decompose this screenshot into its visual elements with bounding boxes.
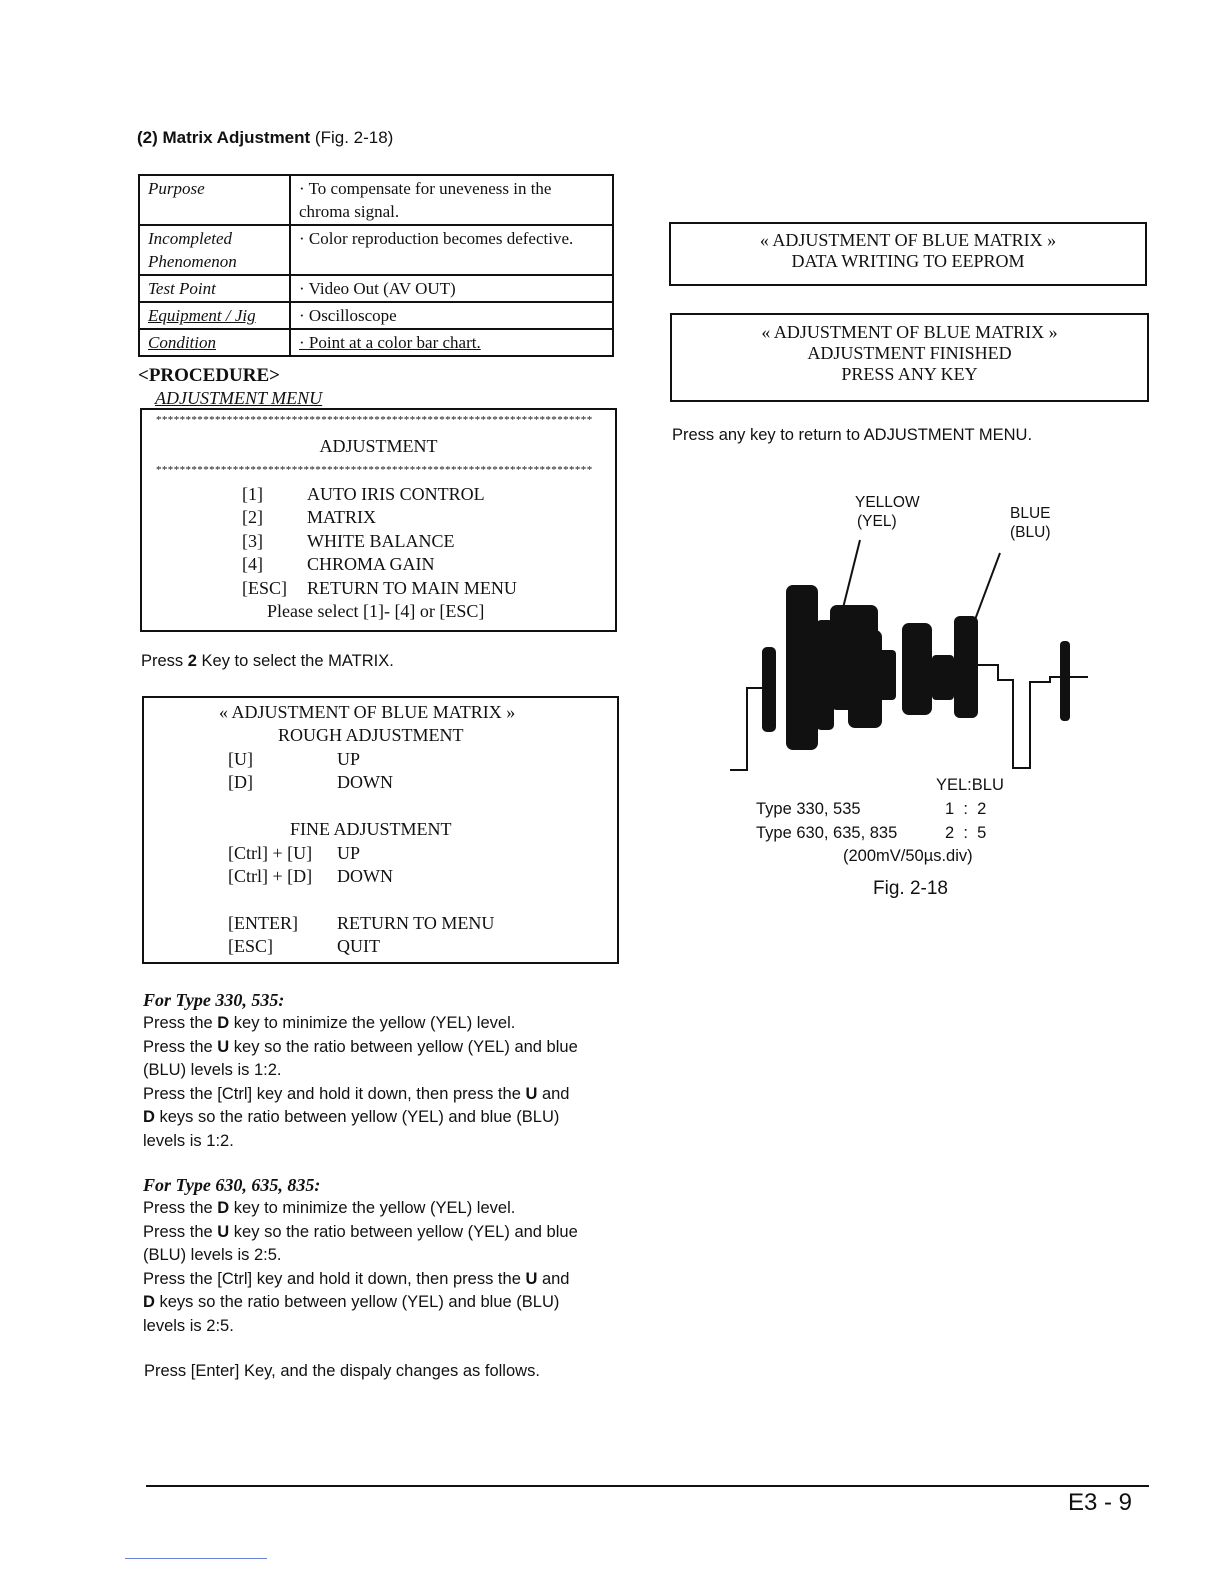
blue-matrix-box — [142, 696, 619, 964]
spec-key: Equipment / Jig — [139, 302, 290, 329]
type-630-instructions — [143, 1197, 623, 1338]
action-label: UP — [337, 749, 361, 769]
action-label: RETURN TO MENU — [337, 913, 495, 933]
note-text: Key to select the MATRIX. — [196, 652, 394, 670]
box-line: « ADJUSTMENT OF BLUE MATRIX » — [761, 322, 1058, 342]
spec-key: Condition — [139, 329, 290, 356]
figure-caption: Fig. 2-18 — [873, 878, 948, 899]
figure-reference: (Fig. 2-18) — [314, 128, 394, 147]
waveform-diagram — [720, 530, 1100, 780]
spec-value: · Oscilloscope — [290, 302, 613, 329]
yellow-abbr: (YEL) — [857, 513, 897, 530]
type-330-heading: For Type 330, 535: — [143, 990, 285, 1010]
waveform-burst — [1060, 641, 1070, 721]
fine-heading: FINE ADJUSTMENT — [290, 819, 452, 839]
key-label: [ENTER] — [228, 913, 298, 933]
instruction-line: levels is 1:2. — [143, 1131, 234, 1150]
menu-item-label: WHITE BALANCE — [307, 531, 455, 551]
section-title: Matrix Adjustment — [162, 128, 311, 147]
eeprom-box — [669, 222, 1147, 286]
instruction-line: (BLU) levels is 1:2. — [143, 1061, 282, 1079]
type-row-label: Type 330, 535 — [756, 800, 861, 818]
key-label: [Ctrl] + [U] — [228, 843, 313, 863]
type-630-heading: For Type 630, 635, 835: — [143, 1175, 321, 1195]
menu-item-label: AUTO IRIS CONTROL — [307, 484, 485, 504]
menu-prompt: Please select [1]- [4] or [ESC] — [267, 601, 485, 621]
instruction-line: D keys so the ratio between yellow (YEL) and blue (BLU) — [143, 1293, 560, 1311]
menu-item-label: RETURN TO MAIN MENU — [307, 578, 517, 598]
box-line: « ADJUSTMENT OF BLUE MATRIX » — [759, 230, 1057, 250]
note-text: Press — [141, 652, 188, 670]
yellow-label: YELLOW — [855, 494, 920, 511]
type-330-instructions — [143, 1012, 623, 1153]
spec-key: Purpose — [139, 175, 290, 225]
blue-label: BLUE — [1010, 505, 1051, 522]
stars-divider: ************************************************************************** — [156, 464, 593, 476]
type-row-label: Type 630, 635, 835 — [756, 824, 898, 842]
menu-key: [4] — [242, 554, 263, 574]
box-line: ADJUSTMENT FINISHED — [807, 343, 1012, 363]
table-row — [139, 275, 613, 302]
menu-key: [ESC] — [242, 578, 287, 598]
waveform-burst — [954, 616, 978, 718]
instruction-line: Press the [Ctrl] key and hold it down, then press the U and — [143, 1269, 570, 1288]
box-title: « ADJUSTMENT OF BLUE MATRIX » — [219, 702, 516, 722]
note-key: 2 — [187, 652, 197, 670]
instruction-line: Press the D key to minimize the yellow (YEL) level. — [143, 1199, 516, 1217]
action-label: QUIT — [337, 936, 380, 956]
instruction-line: Press the U key so the ratio between yellow (YEL) and blue — [143, 1037, 578, 1056]
spec-value: · Video Out (AV OUT) — [290, 275, 613, 302]
finished-box — [670, 313, 1149, 402]
waveform-burst — [932, 655, 954, 700]
return-note: Press any key to return to ADJUSTMENT MENU. — [672, 426, 1033, 444]
blue-pointer — [973, 553, 1000, 625]
waveform-burst — [878, 650, 896, 700]
section-number: (2) — [137, 128, 158, 147]
table-row — [139, 302, 613, 329]
instruction-line: levels is 2:5. — [143, 1316, 234, 1335]
section-heading — [137, 128, 393, 148]
spec-value: · To compensate for uneveness in the chroma signal. — [290, 175, 613, 225]
waveform-burst — [762, 647, 776, 732]
table-row — [139, 329, 613, 356]
enter-note: Press [Enter] Key, and the dispaly changes as follows. — [144, 1362, 540, 1380]
type-row-ratio: 1 : 2 — [945, 800, 987, 818]
menu-key: [2] — [242, 507, 263, 527]
waveform-burst — [786, 585, 818, 750]
menu-key: [3] — [242, 531, 263, 551]
blue-abbr: (BLU) — [1010, 524, 1051, 541]
key-label: [Ctrl] + [D] — [228, 866, 313, 886]
table-row — [139, 225, 613, 275]
key-label: [D] — [228, 772, 253, 792]
instruction-line: Press the D key to minimize the yellow (YEL) level. — [143, 1014, 516, 1032]
menu-key: [1] — [242, 484, 263, 504]
spec-table — [138, 174, 614, 357]
action-label: UP — [337, 843, 361, 863]
press-2-note — [141, 652, 394, 671]
instruction-line: D keys so the ratio between yellow (YEL) and blue (BLU) — [143, 1108, 560, 1126]
scale-label: (200mV/50µs.div) — [843, 847, 973, 865]
box-line: PRESS ANY KEY — [841, 364, 978, 384]
key-label: [U] — [228, 749, 253, 769]
spec-key: Incompleted Phenomenon — [139, 225, 290, 275]
stars-divider: ************************************************************************** — [156, 414, 593, 426]
instruction-line: Press the U key so the ratio between yellow (YEL) and blue — [143, 1222, 578, 1241]
spec-value: · Color reproduction becomes defective. — [290, 225, 613, 275]
footer-rule — [146, 1485, 1149, 1487]
menu-caption: ADJUSTMENT MENU — [155, 388, 323, 408]
menu-title: ADJUSTMENT — [319, 436, 438, 456]
instruction-line: Press the [Ctrl] key and hold it down, then press the U and — [143, 1084, 570, 1103]
bottom-edge-line — [125, 1558, 267, 1559]
key-label: [ESC] — [228, 936, 273, 956]
box-line: DATA WRITING TO EEPROM — [791, 251, 1025, 271]
waveform-trace — [730, 688, 765, 770]
spec-value: · Point at a color bar chart. — [290, 329, 613, 356]
type-row-ratio: 2 : 5 — [945, 824, 987, 842]
procedure-heading: <PROCEDURE> — [138, 365, 280, 386]
instruction-line: (BLU) levels is 2:5. — [143, 1246, 282, 1264]
action-label: DOWN — [337, 772, 393, 792]
adjustment-menu-box — [140, 408, 617, 632]
menu-item-label: CHROMA GAIN — [307, 554, 435, 574]
rough-heading: ROUGH ADJUSTMENT — [278, 725, 464, 745]
table-row — [139, 175, 613, 225]
action-label: DOWN — [337, 866, 393, 886]
spec-key: Test Point — [139, 275, 290, 302]
ratio-header: YEL:BLU — [936, 776, 1004, 794]
page-number: E3 - 9 — [1068, 1489, 1133, 1516]
waveform-trace — [978, 665, 1088, 768]
menu-item-label: MATRIX — [307, 507, 377, 527]
waveform-burst — [902, 623, 932, 715]
waveform-burst — [848, 630, 882, 728]
